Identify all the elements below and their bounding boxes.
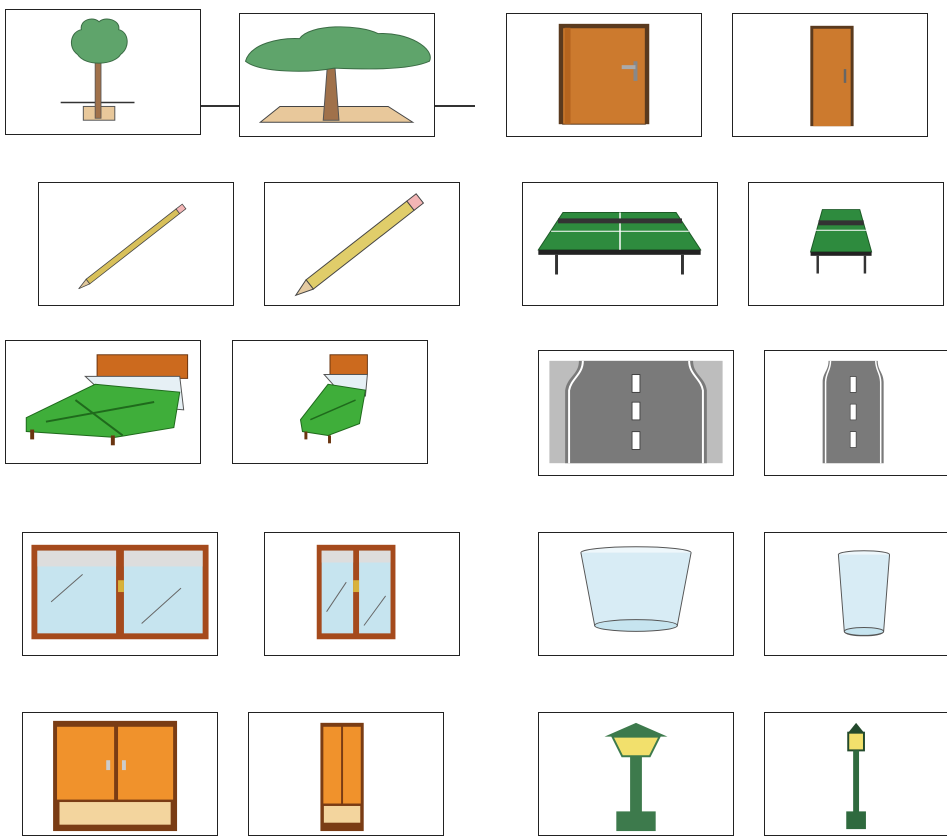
card-window-big[interactable]	[22, 532, 218, 656]
card-door-small[interactable]	[732, 13, 928, 137]
card-window-small[interactable]	[264, 532, 460, 656]
wardrobe-small-icon	[249, 713, 443, 835]
window-small-icon	[265, 533, 459, 655]
glass-narrow-icon	[765, 533, 947, 655]
road-narrow-icon	[765, 351, 947, 475]
pencil-big-icon	[265, 183, 459, 305]
card-table-big[interactable]	[522, 182, 718, 306]
wardrobe-big-icon	[23, 713, 217, 835]
card-bed-small[interactable]	[232, 340, 428, 464]
door-small-icon	[733, 14, 927, 136]
card-lamp-big[interactable]	[538, 712, 734, 836]
card-glass-wide[interactable]	[538, 532, 734, 656]
card-road-narrow[interactable]	[764, 350, 947, 476]
table-small-icon	[749, 183, 943, 305]
card-tree-big[interactable]	[5, 9, 201, 135]
glass-wide-icon	[539, 533, 733, 655]
bed-big-icon	[6, 341, 200, 463]
tree-big-icon	[6, 10, 200, 134]
door-big-icon	[507, 14, 701, 136]
card-wardrobe-small[interactable]	[248, 712, 444, 836]
pencil-small-icon	[39, 183, 233, 305]
card-tree-small[interactable]	[239, 13, 435, 137]
lamp-small-icon	[765, 713, 947, 835]
card-wardrobe-big[interactable]	[22, 712, 218, 836]
window-big-icon	[23, 533, 217, 655]
road-wide-icon	[539, 351, 733, 475]
table-big-icon	[523, 183, 717, 305]
card-pencil-big[interactable]	[264, 182, 460, 306]
card-door-big[interactable]	[506, 13, 702, 137]
card-bed-big[interactable]	[5, 340, 201, 464]
card-pencil-small[interactable]	[38, 182, 234, 306]
card-table-small[interactable]	[748, 182, 944, 306]
tree-small-icon	[240, 14, 434, 136]
card-glass-narrow[interactable]	[764, 532, 947, 656]
card-road-wide[interactable]	[538, 350, 734, 476]
card-lamp-small[interactable]	[764, 712, 947, 836]
bed-small-icon	[233, 341, 427, 463]
lamp-big-icon	[539, 713, 733, 835]
